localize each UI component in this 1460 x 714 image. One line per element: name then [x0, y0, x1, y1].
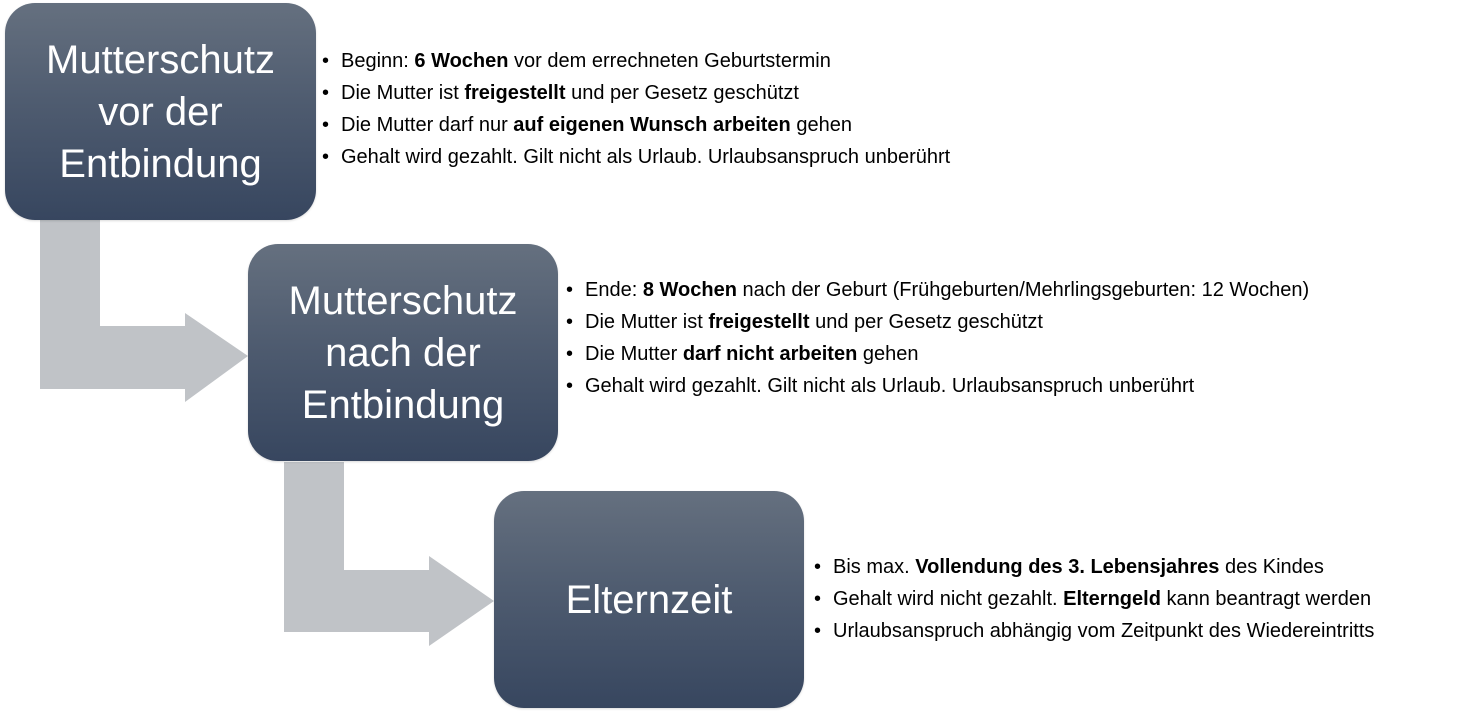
bullet-text: nach der Geburt (Frühgeburten/Mehrlingsgeburten: 12 Wochen)	[736, 279, 1310, 301]
bullet-text: kann beantragt werden	[1160, 588, 1372, 610]
bullet-text: Urlaubsanspruch abhängig vom Zeitpunkt des Wiedereintritts	[833, 620, 1375, 642]
bullet-item	[813, 619, 1458, 643]
bullet-text-bold: Elterngeld	[1063, 588, 1161, 610]
bullet-text: Die Mutter	[585, 343, 683, 365]
bent-arrow-2-to-3	[284, 462, 494, 646]
stage-title: Elternzeit	[565, 577, 733, 622]
bullet-text-bold: Vollendung des 3. Lebensjahres	[915, 556, 1220, 578]
bullet-item	[813, 587, 1458, 611]
bullet-text-bold: darf nicht arbeiten	[682, 343, 858, 365]
stage-title: Mutterschutz nach der Entbindung	[288, 278, 518, 427]
bullet-item	[321, 113, 1451, 137]
stage-title: Mutterschutz vor der Entbindung	[46, 37, 275, 186]
stage-box-mutterschutz-nach	[248, 244, 558, 461]
bullet-text: Beginn:	[341, 50, 415, 72]
bullet-text-bold: 8 Wochen	[642, 279, 737, 301]
bullet-item	[565, 374, 1345, 398]
stage-box-elternzeit	[494, 491, 804, 708]
bullet-text: und per Gesetz geschützt	[565, 82, 799, 104]
bullet-text-bold: freigestellt	[708, 311, 810, 333]
bullet-list-mutterschutz-nach	[565, 278, 1345, 406]
bullet-text: Ende:	[585, 279, 643, 301]
bullet-item	[321, 81, 1451, 105]
bullet-text: Bis max.	[833, 556, 916, 578]
bullet-text: Gehalt wird nicht gezahlt.	[833, 588, 1064, 610]
bullet-list-elternzeit	[813, 555, 1458, 651]
bullet-text: Die Mutter darf nur	[341, 114, 514, 136]
bullet-text-bold: 6 Wochen	[414, 50, 509, 72]
bullet-text-bold: auf eigenen Wunsch arbeiten	[513, 114, 791, 136]
bullet-item	[565, 310, 1345, 334]
bullet-text-bold: freigestellt	[464, 82, 566, 104]
stage-box-mutterschutz-vor	[5, 3, 316, 220]
bullet-item	[813, 555, 1458, 579]
bullet-item	[565, 342, 1345, 366]
bent-arrow-1-to-2	[40, 218, 248, 402]
bullet-text: Die Mutter ist	[341, 82, 465, 104]
bullet-text: und per Gesetz geschützt	[809, 311, 1043, 333]
bullet-item	[321, 49, 1451, 73]
bullet-item	[321, 145, 1451, 169]
bullet-text: gehen	[857, 343, 919, 365]
bullet-text: des Kindes	[1219, 556, 1324, 578]
bullet-text: Gehalt wird gezahlt. Gilt nicht als Urlaub. Urlaubsanspruch unberührt	[341, 146, 951, 168]
bullet-item	[565, 278, 1345, 302]
bullet-text: vor dem errechneten Geburtstermin	[508, 50, 831, 72]
bullet-text: Gehalt wird gezahlt. Gilt nicht als Urlaub. Urlaubsanspruch unberührt	[585, 375, 1195, 397]
bullet-text: gehen	[790, 114, 852, 136]
bullet-list-mutterschutz-vor	[321, 49, 1451, 177]
bullet-text: Die Mutter ist	[585, 311, 709, 333]
